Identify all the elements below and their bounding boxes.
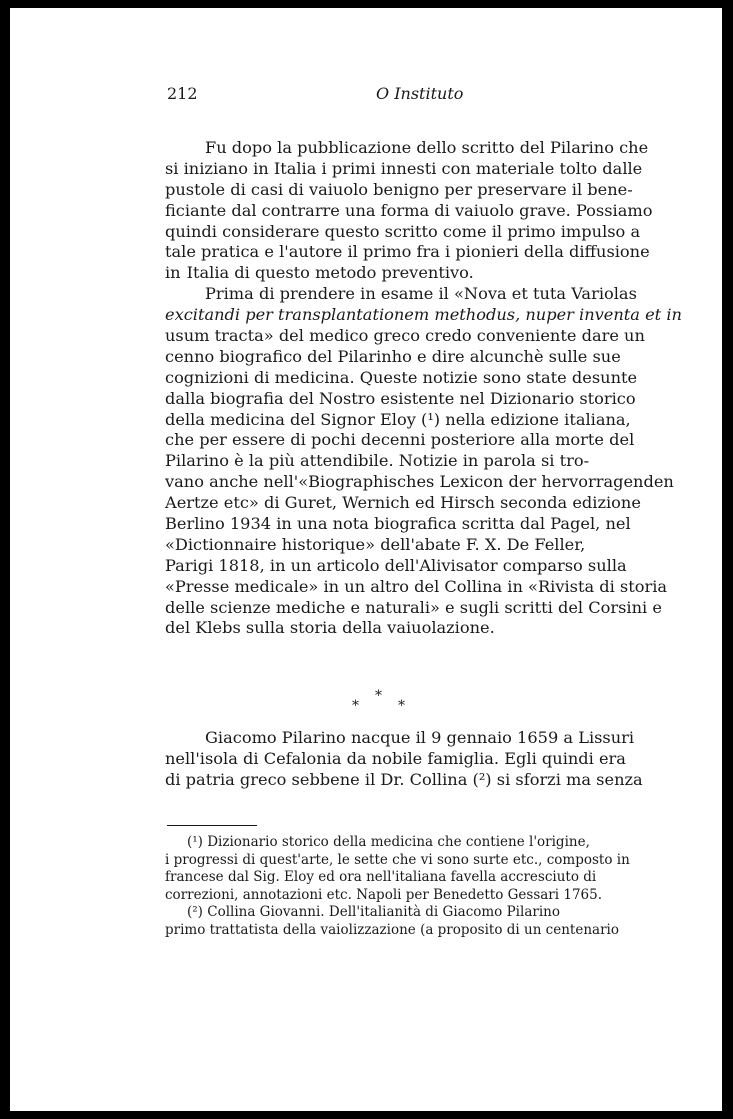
text-line: delle scienze mediche e naturali» e sugli scritti del Corsini e (165, 597, 662, 617)
text-line: Pilarino è la più attendibile. Notizie in parola si tro- (165, 451, 590, 471)
text-line: pustole di casi di vaiuolo benigno per preservare il bene- (165, 179, 633, 199)
text-line: vano anche nell'«Biographisches Lexicon der hervorragenden (165, 472, 674, 492)
text-line: usum tracta» del medico greco credo conveniente dare un (165, 326, 645, 346)
text-line: nell'isola di Cefalonia da nobile famiglia. Egli quindi era (165, 748, 626, 768)
footnote-line: (²) Collina Giovanni. Dell'italianità di Giacomo Pilarino (187, 904, 560, 920)
page-number: 212 (167, 84, 198, 103)
section-separator (350, 688, 410, 718)
text-line: Parigi 1818, in un articolo dell'Alivisator comparso sulla (165, 555, 627, 575)
footnotes (165, 834, 640, 939)
running-title: O Instituto (376, 84, 464, 103)
footnote-line: i progressi di quest'arte, le sette che vi sono surte etc., composto in (165, 851, 630, 868)
text-line: ficiante dal contrarre una forma di vaiuolo grave. Possiamo (165, 200, 653, 220)
footnote-line: primo trattatista della vaiolizzazione (a proposito di un centenario (165, 921, 619, 938)
footnote-line: (¹) Dizionario storico della medicina che contiene l'origine, (187, 834, 590, 850)
text-line: Fu dopo la pubblicazione dello scritto del Pilarino che (205, 138, 649, 157)
footnote-line: francese dal Sig. Eloy ed ora nell'italiana favella accresciuto di (165, 869, 597, 885)
footnote-divider (167, 825, 257, 826)
text-line: che per essere di pochi decenni posteriore alla morte del (165, 430, 635, 450)
separator-star: * (375, 688, 382, 704)
text-line: si iniziano in Italia i primi innesti con materiale tolto dalle (165, 158, 643, 178)
text-line: excitandi per transplantationem methodus, nuper inventa et in (165, 305, 682, 325)
separator-star: * (398, 698, 405, 714)
footnote-line: correzioni, annotazioni etc. Napoli per Benedetto Gessari 1765. (165, 886, 603, 903)
text-line: del Klebs sulla storia della vaiuolazione. (165, 618, 495, 638)
document-page (10, 8, 722, 1111)
page-header (167, 84, 630, 108)
text-line: Giacomo Pilarino nacque il 9 gennaio 1659 a Lissuri (205, 728, 635, 747)
text-line: «Dictionnaire historique» dell'abate F. X. De Feller, (165, 534, 586, 554)
text-line: Prima di prendere in esame il «Nova et tuta Variolas (205, 284, 637, 304)
text-line: cenno biografico del Pilarinho e dire alcunchè sulle sue (165, 346, 621, 366)
text-line: cognizioni di medicina. Queste notizie sono state desunte (165, 367, 638, 387)
text-line: della medicina del Signor Eloy (¹) nella edizione italiana, (165, 409, 631, 429)
text-line: tale pratica e l'autore il primo fra i pionieri della diffusione (165, 242, 650, 262)
text-line: di patria greco sebbene il Dr. Collina (²) si sforzi ma senza (165, 769, 643, 789)
main-paragraphs (165, 138, 682, 639)
text-line: dalla biografia del Nostro esistente nel Dizionario storico (165, 388, 636, 408)
biography-paragraph (165, 728, 643, 791)
text-line: Berlino 1934 in una nota biografica scritta dal Pagel, nel (165, 514, 631, 534)
text-line: in Italia di questo metodo preventivo. (165, 263, 474, 283)
separator-star: * (352, 698, 359, 714)
text-line: Aertze etc» di Guret, Wernich ed Hirsch seconda edizione (165, 493, 641, 513)
text-line: «Presse medicale» in un altro del Collina in «Rivista di storia (165, 576, 668, 596)
text-line: quindi considerare questo scritto come il primo impulso a (165, 221, 641, 241)
